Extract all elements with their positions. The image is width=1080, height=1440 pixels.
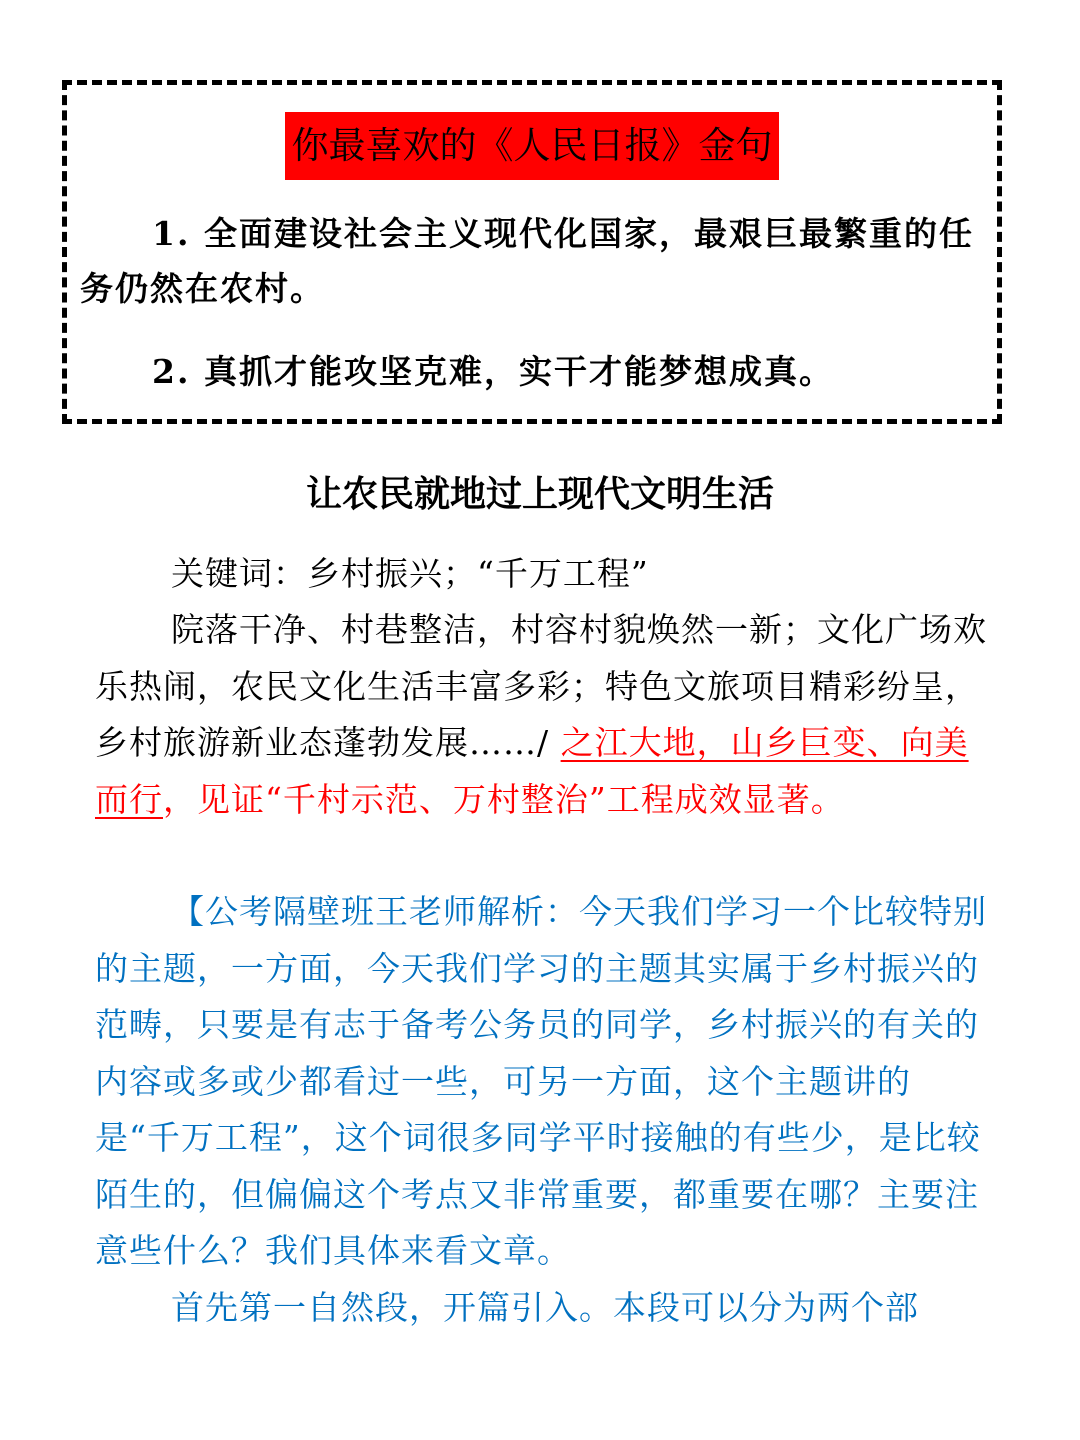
- paragraph-intro: [95, 602, 988, 828]
- keywords-line: 关键词：乡村振兴；“千万工程”: [171, 554, 649, 593]
- first-paragraph-note: 首先第一自然段，开篇引入。本段可以分为两个部: [171, 1288, 919, 1327]
- analysis-paragraph: 【公考隔壁班王老师解析：今天我们学习一个比较特别的主题，一方面，今天我们学习的主题其实属于乡村振兴的范畴，只要是有志于备考公务员的同学，乡村振兴的有关的内容或多或少都看过一些，可另一方面，这个主题讲的是“千万工程”，这个词很多同学平时接触的有些少，是比较陌生的，但偏偏这个考点又非常重要，都重要在哪？主要注意些什么？我们具体来看文章。: [95, 892, 987, 1270]
- article-title: 让农民就地过上现代文明生活: [305, 473, 774, 515]
- quote-item-1: 1. 全面建设社会主义现代化国家，最艰巨最繁重的任务仍然在农村。: [80, 214, 974, 308]
- highlight-red: ，见证“千村示范、万村整治”工程成效显著。: [163, 779, 845, 819]
- highlight-underlined: 之江大地，山乡巨变、向美而行: [95, 723, 969, 819]
- paragraph-intro-text: 院落干净、村巷整洁，村容村貌焕然一新；文化广场欢乐热闹，农民文化生活丰富多彩；特色文旅项目精彩纷呈，乡村旅游新业态蓬勃发展……/: [95, 610, 987, 762]
- quote-banner: 你最喜欢的《人民日报》金句: [285, 112, 779, 180]
- quote-item-2: 2. 真抓才能攻坚克难，实干才能梦想成真。: [152, 352, 834, 391]
